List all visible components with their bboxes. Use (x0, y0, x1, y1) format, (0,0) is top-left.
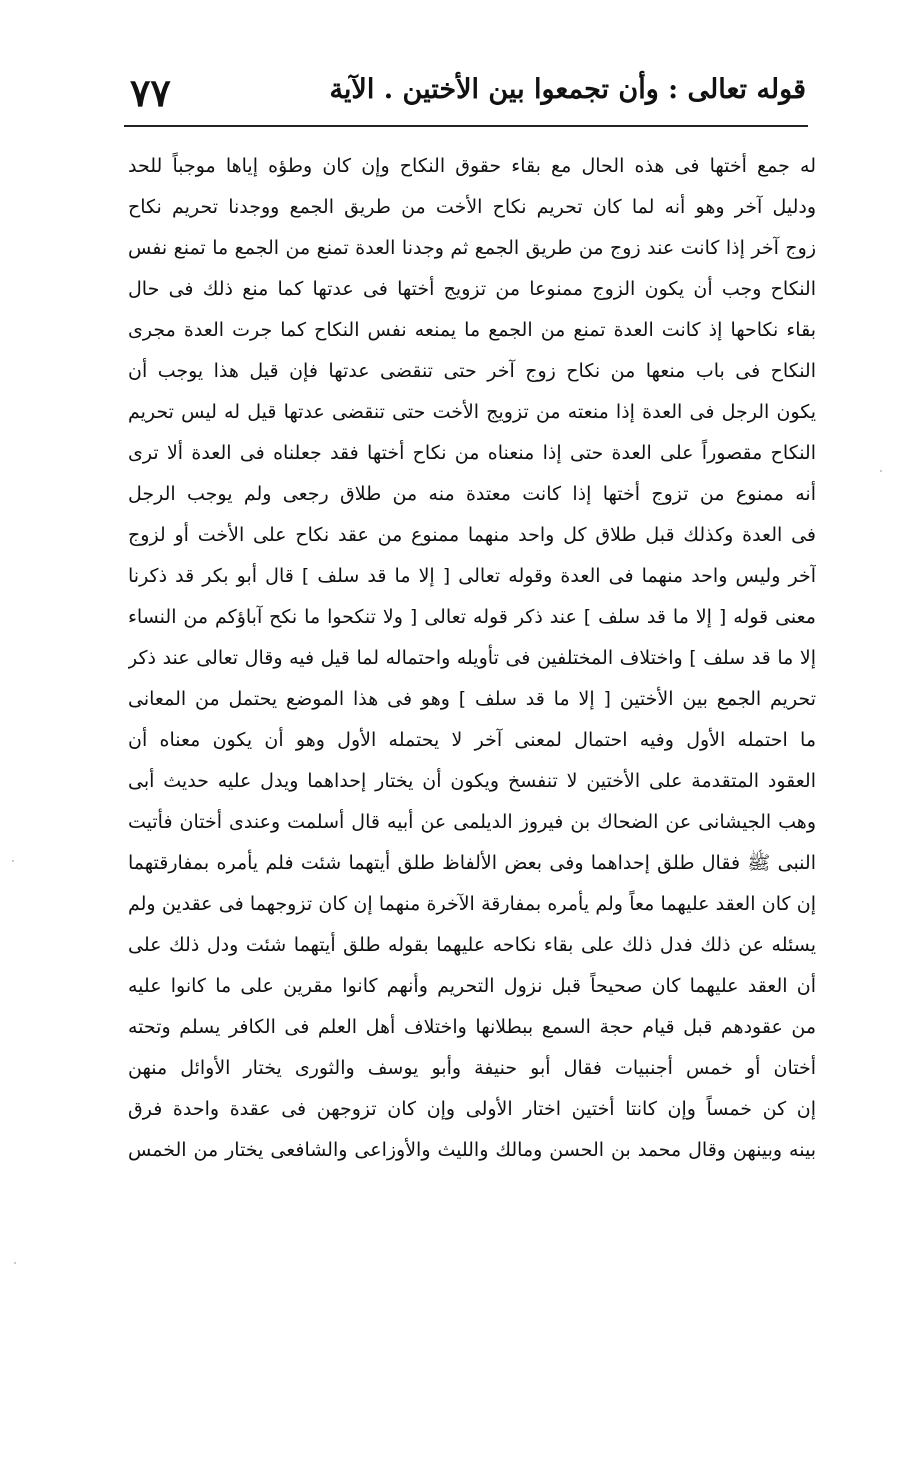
scan-speck (880, 470, 882, 472)
text-line: معنى قوله [ إلا ما قد سلف ] عند ذكر قوله تعالى [ ولا تنكحوا ما نكح آباؤكم من النساء (128, 606, 816, 628)
text-line: ما احتمله الأول وفيه احتمال لمعنى آخر لا يحتمله الأول وهو أن يكون معناه أن (128, 729, 816, 751)
text-line: يكون الرجل فى العدة إذا منعته من تزويج الأخت حتى تنقضى عدتها قيل له ليس تحريم (128, 401, 816, 423)
scan-speck (14, 1262, 16, 1264)
text-line: أختان أو خمس أجنبيات فقال أبو حنيفة وأبو يوسف والثورى يختار الأوائل منهن (128, 1057, 816, 1079)
text-line: له جمع أختها فى هذه الحال مع بقاء حقوق النكاح وإن كان وطؤه إياها موجباً للحد (128, 155, 816, 177)
header-rule (124, 125, 808, 127)
text-line: زوج آخر إذا كانت عند زوج من طريق الجمع ثم وجدنا العدة تمنع من الجمع ما تمنع نفس (128, 237, 816, 259)
text-line: النكاح مقصوراً على العدة حتى إذا منعناه من نكاح أختها فقد جعلناه فى العدة ألا ترى (128, 442, 816, 464)
text-line: إن كن خمساً وإن كانتا أختين اختار الأولى وإن كان تزوجهن فى عقدة واحدة فرق (128, 1098, 816, 1120)
text-line: فى العدة وكذلك قبل طلاق كل واحد منهما ممنوع من عقد نكاح على الأخت أو لزوج (128, 524, 816, 546)
text-line: النكاح فى باب منعها من نكاح زوج آخر حتى تنقضى عدتها فإن قيل هذا يوجب أن (128, 360, 816, 382)
text-line: النبى ﷺ فقال طلق إحداهما وفى بعض الألفاظ طلق أيتهما شئت فلم يأمره بمفارقتهما (128, 852, 816, 874)
page-header (124, 70, 806, 118)
text-line: يسئله عن ذلك فدل ذلك على بقاء نكاحه عليهما بقوله طلق أيتهما شئت ودل ذلك على (128, 934, 816, 956)
running-title: قوله تعالى : وأن تجمعوا بين الأختين . الآية (329, 74, 806, 105)
text-line: إلا ما قد سلف ] واختلاف المختلفين فى تأويله واحتماله لما قيل فيه وقال تعالى عند ذكر (128, 647, 816, 669)
text-line: بينه وبينهن وقال محمد بن الحسن ومالك والليث والأوزاعى والشافعى يختار من الخمس (128, 1139, 816, 1161)
body-text (128, 146, 816, 1171)
text-line: تحريم الجمع بين الأختين [ إلا ما قد سلف ] وهو فى هذا الموضع يحتمل من المعانى (128, 688, 816, 710)
text-line: آخر وليس واحد منهما فى العدة وقوله تعالى [ إلا ما قد سلف ] قال أبو بكر قد ذكرنا (128, 565, 816, 587)
text-line: بقاء نكاحها إذ كانت العدة تمنع من الجمع ما يمنعه نفس النكاح كما جرت العدة مجرى (128, 319, 816, 341)
text-line: إن كان العقد عليهما معاً ولم يأمره بمفارقة الآخرة منهما إن كان تزوجهما فى عقدين ولم (128, 893, 816, 915)
text-line: من عقودهم قبل قيام حجة السمع ببطلانها واختلاف أهل العلم فى الكافر يسلم وتحته (128, 1016, 816, 1038)
text-line: وهب الجيشانى عن الضحاك بن فيروز الديلمى عن أبيه قال أسلمت وعندى أختان فأتيت (128, 811, 816, 833)
text-line: العقود المتقدمة على الأختين لا تنفسخ ويكون أن يختار إحداهما ويدل عليه حديث أبى (128, 770, 816, 792)
text-line: أن العقد عليهما كان صحيحاً قبل نزول التحريم وأنهم كانوا مقرين على ما كانوا عليه (128, 975, 816, 997)
text-line: ودليل آخر وهو أنه لما كان تحريم نكاح الأخت من طريق الجمع ووجدنا تحريم نكاح (128, 196, 816, 218)
page-number: ٧٧ (130, 70, 171, 115)
scan-speck (12, 860, 14, 862)
text-line: أنه ممنوع من تزوج أختها إذا كانت معتدة منه من طلاق رجعى ولم يوجب الرجل (128, 483, 816, 505)
text-line: النكاح وجب أن يكون الزوج ممنوعا من تزويج أختها فى عدتها كما منع ذلك فى حال (128, 278, 816, 300)
